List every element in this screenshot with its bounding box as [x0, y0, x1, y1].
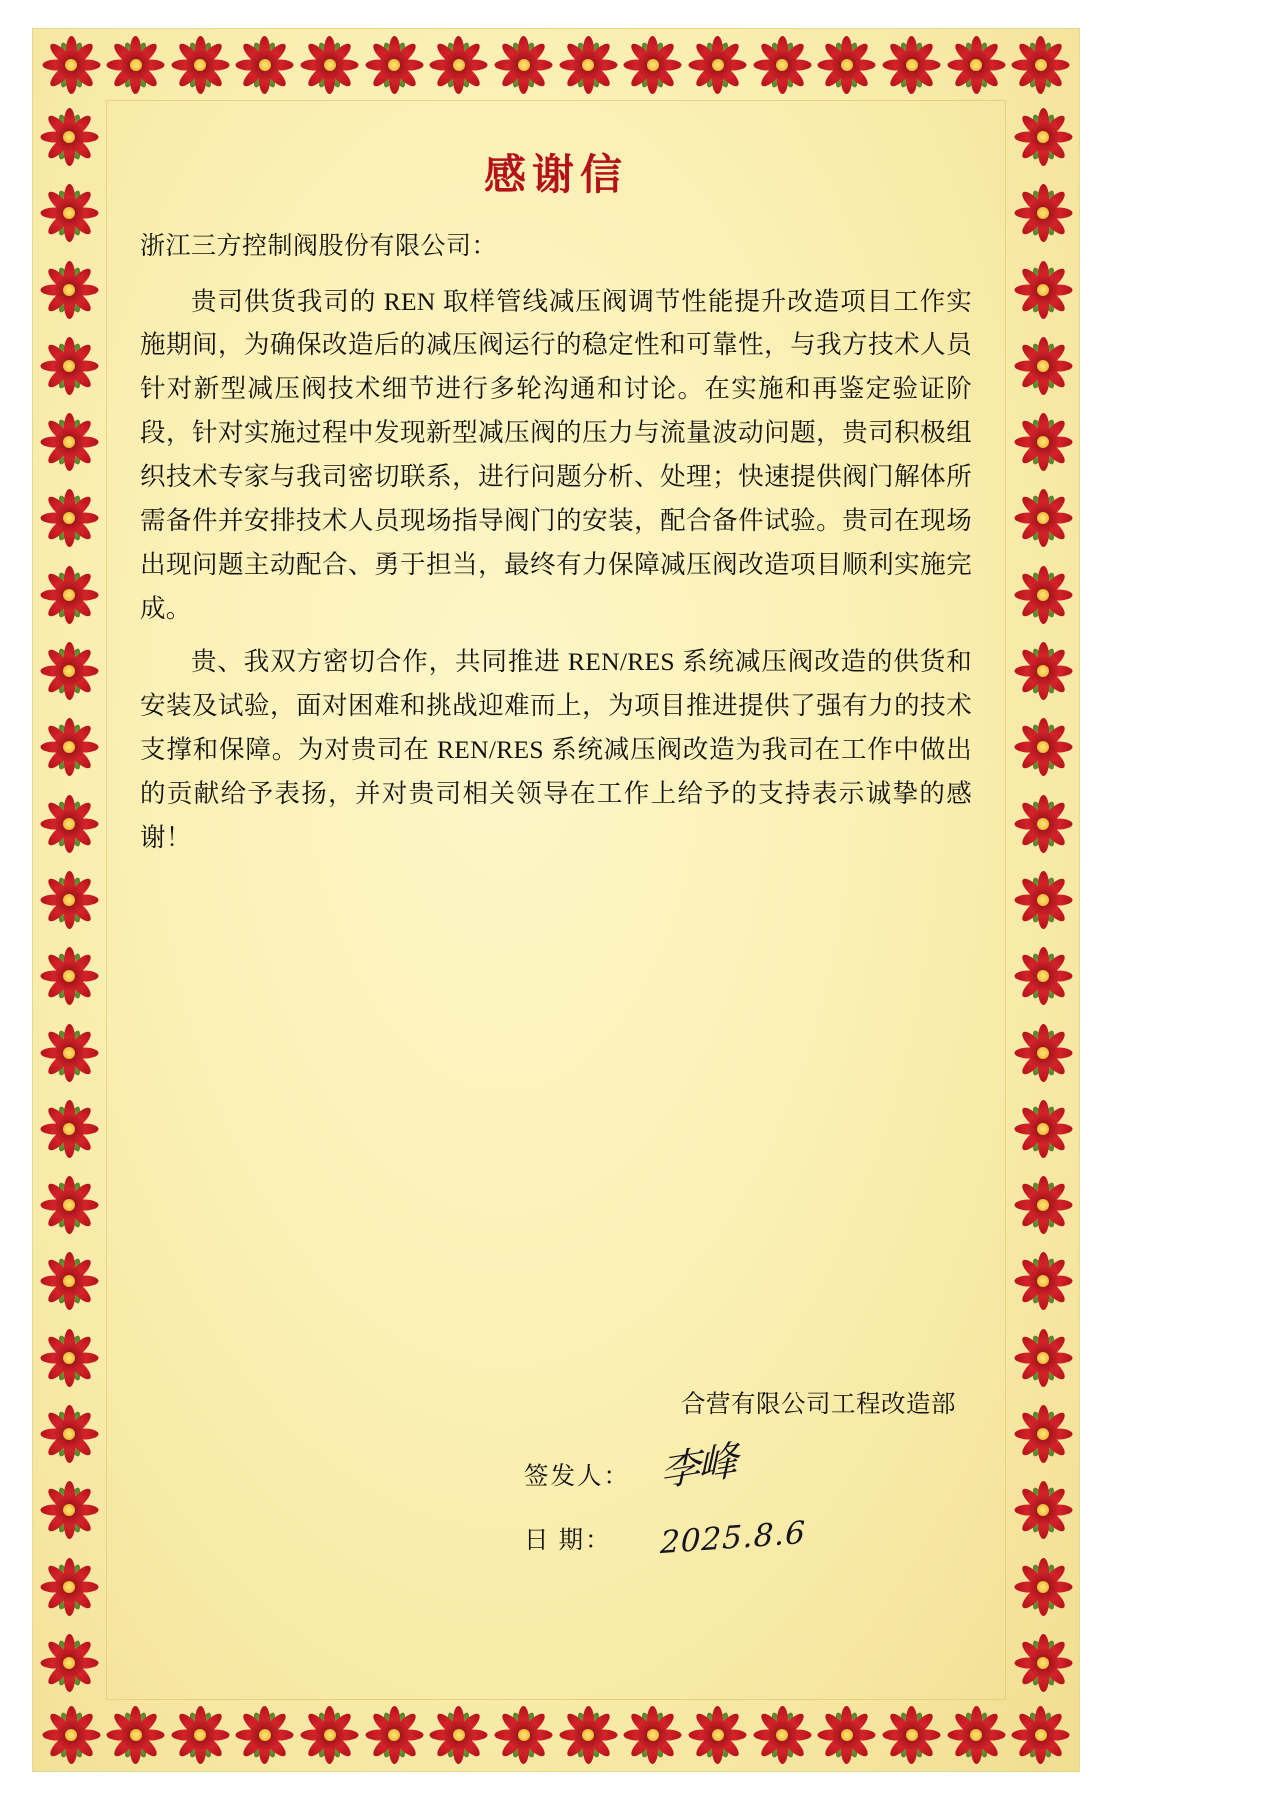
poinsettia-flower-icon — [38, 1403, 100, 1465]
poinsettia-flower-icon — [1012, 1403, 1074, 1465]
poinsettia-flower-icon — [234, 34, 296, 96]
poinsettia-flower-icon — [428, 34, 490, 96]
issuer-label: 签发人： — [524, 1463, 630, 1490]
poinsettia-flower-icon — [1012, 1327, 1074, 1389]
poinsettia-flower-icon — [557, 34, 619, 96]
poinsettia-flower-icon — [1012, 1098, 1074, 1160]
poinsettia-flower-icon — [363, 1704, 425, 1766]
issuer-row — [524, 1437, 966, 1497]
poinsettia-flower-icon — [38, 869, 100, 931]
poinsettia-flower-icon — [945, 34, 1007, 96]
poinsettia-flower-icon — [1012, 716, 1074, 778]
poinsettia-flower-icon — [299, 34, 361, 96]
poinsettia-flower-icon — [38, 1556, 100, 1618]
poinsettia-flower-icon — [38, 1022, 100, 1084]
poinsettia-flower-icon — [1012, 1556, 1074, 1618]
poinsettia-flower-icon — [38, 411, 100, 473]
signing-organization: 合营有限公司工程改造部 — [681, 1391, 956, 1418]
poinsettia-flower-icon — [622, 34, 684, 96]
poinsettia-flower-icon — [169, 1704, 231, 1766]
poinsettia-flower-icon — [38, 1174, 100, 1236]
poinsettia-flower-icon — [38, 640, 100, 702]
poinsettia-flower-icon — [38, 716, 100, 778]
border-row-top — [40, 34, 1072, 96]
date-row — [524, 1510, 966, 1562]
poinsettia-flower-icon — [38, 564, 100, 626]
handwritten-date: 2025.8.6 — [659, 1514, 807, 1562]
poinsettia-flower-icon — [751, 34, 813, 96]
poinsettia-flower-icon — [945, 1704, 1007, 1766]
date-label: 日 期： — [524, 1527, 612, 1554]
poinsettia-flower-icon — [1012, 1632, 1074, 1694]
poinsettia-flower-icon — [1012, 411, 1074, 473]
poinsettia-flower-icon — [816, 1704, 878, 1766]
poinsettia-flower-icon — [1012, 564, 1074, 626]
poinsettia-flower-icon — [428, 1704, 490, 1766]
poinsettia-flower-icon — [1012, 1022, 1074, 1084]
poinsettia-flower-icon — [38, 1632, 100, 1694]
poinsettia-flower-icon — [1012, 259, 1074, 321]
poinsettia-flower-icon — [1012, 182, 1074, 244]
handwritten-signature: 李峰 — [660, 1437, 736, 1497]
poinsettia-flower-icon — [1012, 1250, 1074, 1312]
letter-paragraph-2: 贵、我双方密切合作，共同推进 REN/RES 系统减压阀改造的供货和安装及试验，面对困难和挑战迎难而上，为项目推进提供了强有力的技术支撑和保障。为对贵司在 REN/RES 系统减压阀改造为我司在工作中做出的贡献给予表扬，并对贵司相关领导在工作上给予的支持表示诚挚的感谢！ — [140, 647, 972, 852]
poinsettia-flower-icon — [38, 1098, 100, 1160]
poinsettia-flower-icon — [751, 1704, 813, 1766]
poinsettia-flower-icon — [38, 1250, 100, 1312]
page-title: 感谢信 — [483, 153, 628, 199]
poinsettia-flower-icon — [169, 34, 231, 96]
signature-block — [446, 1385, 966, 1574]
poinsettia-flower-icon — [1012, 106, 1074, 168]
poinsettia-flower-icon — [1010, 34, 1072, 96]
poinsettia-flower-icon — [38, 1479, 100, 1541]
poinsettia-flower-icon — [234, 1704, 296, 1766]
poinsettia-flower-icon — [363, 34, 425, 96]
poinsettia-flower-icon — [493, 1704, 555, 1766]
poinsettia-flower-icon — [38, 793, 100, 855]
poinsettia-flower-icon — [38, 182, 100, 244]
poinsettia-flower-icon — [38, 259, 100, 321]
poinsettia-flower-icon — [40, 1704, 102, 1766]
poinsettia-flower-icon — [38, 106, 100, 168]
poinsettia-flower-icon — [1012, 945, 1074, 1007]
poinsettia-flower-icon — [1012, 793, 1074, 855]
border-column-right — [1012, 106, 1074, 1694]
poinsettia-flower-icon — [687, 1704, 749, 1766]
poinsettia-flower-icon — [38, 945, 100, 1007]
poinsettia-flower-icon — [299, 1704, 361, 1766]
poinsettia-flower-icon — [881, 34, 943, 96]
border-row-bottom — [40, 1704, 1072, 1766]
poinsettia-flower-icon — [493, 34, 555, 96]
poinsettia-flower-icon — [1012, 335, 1074, 397]
letter-content — [140, 124, 972, 1682]
poinsettia-flower-icon — [105, 1704, 167, 1766]
poinsettia-flower-icon — [1012, 1479, 1074, 1541]
poinsettia-flower-icon — [687, 34, 749, 96]
salutation: 浙江三方控制阀股份有限公司： — [140, 233, 498, 260]
border-column-left — [38, 106, 100, 1694]
poinsettia-flower-icon — [1012, 640, 1074, 702]
poinsettia-flower-icon — [40, 34, 102, 96]
poinsettia-flower-icon — [816, 34, 878, 96]
poinsettia-flower-icon — [1012, 487, 1074, 549]
poinsettia-flower-icon — [557, 1704, 619, 1766]
poinsettia-flower-icon — [1012, 869, 1074, 931]
poinsettia-flower-icon — [38, 1327, 100, 1389]
poinsettia-flower-icon — [38, 335, 100, 397]
poinsettia-flower-icon — [1010, 1704, 1072, 1766]
poinsettia-flower-icon — [622, 1704, 684, 1766]
poinsettia-flower-icon — [105, 34, 167, 96]
poinsettia-flower-icon — [38, 487, 100, 549]
certificate-paper — [32, 28, 1080, 1772]
poinsettia-flower-icon — [1012, 1174, 1074, 1236]
poinsettia-flower-icon — [881, 1704, 943, 1766]
letter-paragraph-1: 贵司供货我司的 REN 取样管线减压阀调节性能提升改造项目工作实施期间，为确保改造后的减压阀运行的稳定性和可靠性，与我方技术人员针对新型减压阀技术细节进行多轮沟通和讨论。在实施和再鉴定验证阶段，针对实施过程中发现新型减压阀的压力与流量波动问题，贵司积极组织技术专家与我司密切联系，进行问题分析、处理；快速提供阀门解体所需备件并安排技术人员现场指导阀门的安装，配合备件试验。贵司在现场出现问题主动配合、勇于担当，最终有力保障减压阀改造项目顺利实施完成。 — [140, 286, 972, 623]
